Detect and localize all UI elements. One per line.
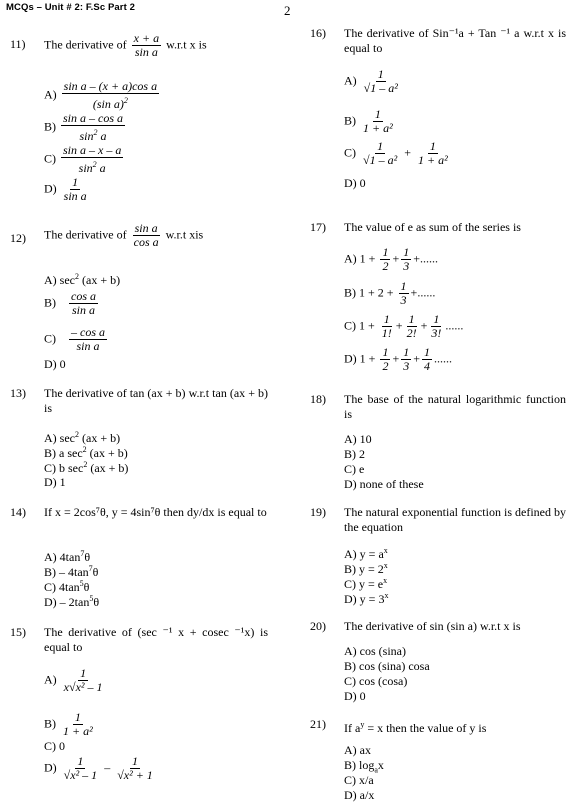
option-b[interactable]: B) a $\sec^2 (ax + b)$ xyxy=(44,445,128,460)
option-a[interactable]: A) 1 + $\frac{1}{2}$ + $\frac{1}{3}$ +...... xyxy=(344,245,439,273)
question-stem: If $a^y = x$ then the value of y is xyxy=(344,720,487,735)
question-number: 17) xyxy=(310,220,326,234)
question-number: 12) xyxy=(10,231,26,245)
question-number: 16) xyxy=(310,26,326,40)
question-number: 14) xyxy=(10,505,26,519)
option-a[interactable]: A) $\frac{1}{\text{√1 – a²}}$ xyxy=(344,67,398,95)
option-b[interactable]: $B) - 4\tan^7\theta$ xyxy=(44,564,99,579)
option-d[interactable]: D) 0 xyxy=(344,176,366,190)
option-b[interactable]: B) $\frac{\text{cos a}}{\text{sin a}}$ xyxy=(44,289,96,317)
option-d[interactable]: D) $\frac{1}{\text{√x² – 1}}$ – $\frac{1}{\text{√x² + 1}}$ xyxy=(44,754,153,782)
option-a[interactable]: A) $\frac{\text{sin a – (x + a)cos a}}{(\sin a)^2}$ xyxy=(44,79,158,111)
option-a[interactable]: A) $\frac{1}{\text{x√x² – 1}}$ xyxy=(44,666,103,694)
page-header-title: MCQs – Unit # 2: F.Sc Part 2 xyxy=(6,2,135,13)
option-c[interactable]: C) 0 xyxy=(44,739,65,753)
option-c[interactable]: C) $\frac{1}{\text{√1 – a²}}$ + $\frac{1}{\text{1 + a²}}$ xyxy=(344,139,448,167)
option-c[interactable]: C) b $\sec^2 (ax + b)$ xyxy=(44,460,129,475)
option-c[interactable]: C) $\frac{\text{– cos a}}{\text{sin a}}$ xyxy=(44,325,105,353)
option-a[interactable]: A) cos (sina) xyxy=(344,644,406,658)
option-c[interactable]: C) e xyxy=(344,462,365,476)
option-d[interactable]: D) $\frac{1}{\text{sin a}}$ xyxy=(44,175,87,203)
option-c[interactable]: C) x/a xyxy=(344,773,374,787)
option-b[interactable]: B) $y = 2^x$ xyxy=(344,561,388,576)
question-number: 13) xyxy=(10,386,26,400)
option-a[interactable]: A) $\sec^2 (ax + b)$ xyxy=(44,272,121,287)
option-b[interactable]: B) 1 + 2 + $\frac{1}{3}$ +...... xyxy=(344,279,436,307)
option-d[interactable]: D) none of these xyxy=(344,477,424,491)
question-stem: The base of the natural logarithmic function is xyxy=(344,392,566,421)
question-number: 21) xyxy=(310,717,326,731)
option-c[interactable]: C) cos (cosa) xyxy=(344,674,408,688)
option-a[interactable]: A) $y = a^x$ xyxy=(344,546,388,561)
question-stem: The derivative of sin (sin a) w.r.t x is xyxy=(344,619,521,633)
option-a[interactable]: A) $\sec^2 (ax + b)$ xyxy=(44,430,121,445)
option-d[interactable]: D) 0 xyxy=(44,357,66,371)
option-c[interactable]: C) 1 + $\frac{1}{1!}$ + $\frac{1}{2!}$ + $\frac{1}{3!}$ ...... xyxy=(344,312,464,340)
option-c[interactable]: C) $4\tan^5\theta$ xyxy=(44,579,90,594)
question-stem: The natural exponential function is defined by the equation xyxy=(344,505,566,534)
question-stem: The value of e as sum of the series is xyxy=(344,220,521,234)
option-d[interactable]: D) 1 + $\frac{1}{2}$ + $\frac{1}{3}$ + $\frac{1}{4}$ ...... xyxy=(344,345,453,373)
question-stem: The derivative of Sin⁻¹a + Tan ⁻¹ a w.r.t x is equal to xyxy=(344,26,566,55)
option-b[interactable]: B) $\frac{1}{\text{1 + a²}}$ xyxy=(44,710,93,738)
option-b[interactable]: B) $\frac{\text{sin a – cos a}}{\sin^2 a}$ xyxy=(44,111,123,143)
option-a[interactable]: A) ax xyxy=(344,743,371,757)
question-stem: The derivative of tan (ax + b) w.r.t tan (ax + b) is xyxy=(44,386,268,415)
question-number: 19) xyxy=(310,505,326,519)
question-number: 20) xyxy=(310,619,326,633)
option-a[interactable]: A) 10 xyxy=(344,432,372,446)
option-d[interactable]: $D) - 2\tan^5\theta$ xyxy=(44,594,100,609)
stem-fraction: $\frac{\text{sin a}}{\text{cos a}}$ xyxy=(133,221,159,249)
option-d[interactable]: D) 0 xyxy=(344,689,366,703)
option-c[interactable]: C) $y = e^x$ xyxy=(344,576,388,591)
question-stem: If x = 2cos⁷θ, y = 4sin⁷θ then dy/dx is equal to xyxy=(44,505,267,519)
stem-fraction: $\frac{x + a}{\text{sin a}}$ xyxy=(133,31,160,59)
option-b[interactable]: B) 2 xyxy=(344,447,365,461)
question-stem: The derivative of $\frac{x + a}{\text{sin a}}$ w.r.t x is xyxy=(44,31,207,59)
option-a[interactable]: A) $4\tan^7\theta$ xyxy=(44,549,91,564)
option-d[interactable]: D) 1 xyxy=(44,475,66,489)
option-b[interactable]: B) cos (sina) cosa xyxy=(344,659,430,673)
option-d[interactable]: D) a/x xyxy=(344,788,375,802)
question-stem: The derivative of $\frac{\text{sin a}}{\text{cos a}}$ w.r.t xis xyxy=(44,221,204,249)
question-stem: The derivative of (sec ⁻¹ x + cosec ⁻¹x) is equal to xyxy=(44,625,268,654)
option-b[interactable]: B) $\frac{1}{\text{1 + a²}}$ xyxy=(344,107,393,135)
question-number: 15) xyxy=(10,625,26,639)
option-b[interactable]: B) $\log_ax$ xyxy=(344,758,384,775)
question-number: 11) xyxy=(10,37,26,51)
option-c[interactable]: C) $\frac{\text{sin a – x – a}}{\sin^2 a}$ xyxy=(44,143,122,175)
question-number: 18) xyxy=(310,392,326,406)
page-number: 2 xyxy=(284,3,291,18)
option-d[interactable]: D) $y = 3^x$ xyxy=(344,591,389,606)
